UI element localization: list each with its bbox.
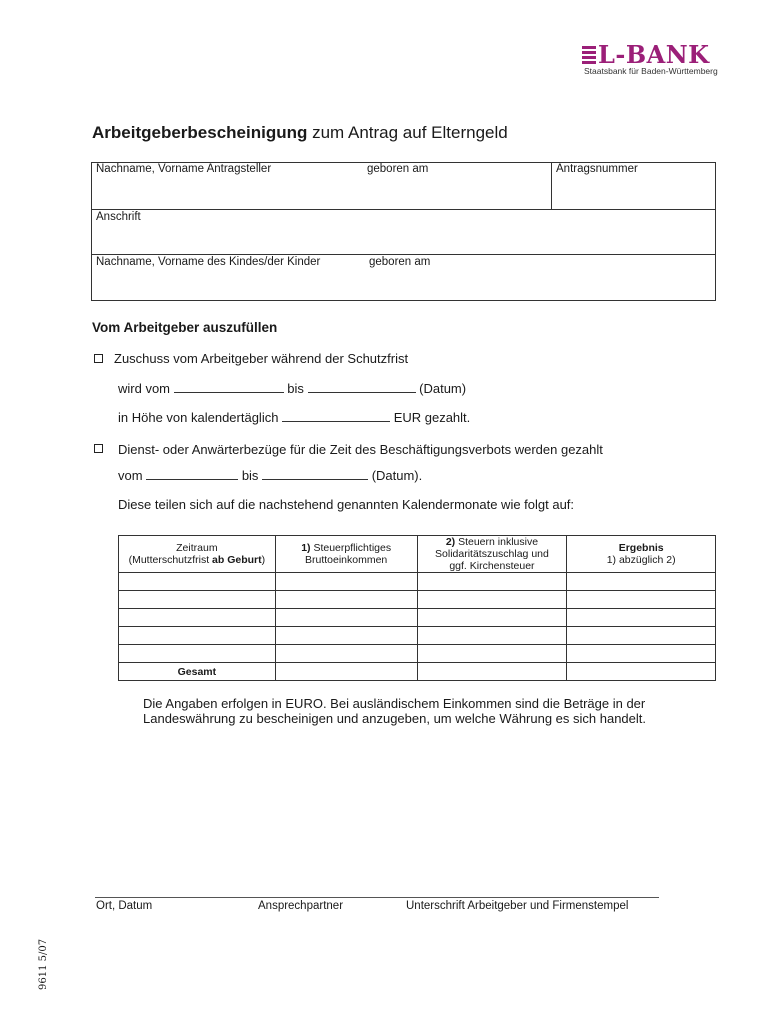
table-cell[interactable]: [567, 573, 716, 591]
currency-note: Die Angaben erfolgen in EURO. Bei ausländischem Einkommen sind die Beträge in der Landeswährung zu bescheinigen und anzugeben, um welche Währung es sich handelt.: [143, 696, 647, 726]
signature-line[interactable]: [95, 897, 659, 898]
salary-label: Dienst- oder Anwärterbezüge für die Zeit des Beschäftigungsverbots werden gezahlt: [118, 442, 603, 457]
applicant-box: [91, 162, 716, 301]
table-total-row: [119, 663, 716, 681]
salary-to-field[interactable]: [262, 468, 368, 480]
table-cell[interactable]: [275, 627, 417, 645]
table-row: [119, 645, 716, 663]
allowance-to-field[interactable]: [308, 381, 416, 393]
signature-label: Unterschrift Arbeitgeber und Firmenstempel: [406, 900, 629, 912]
table-cell[interactable]: [567, 663, 716, 681]
table-header-row: [119, 536, 716, 573]
divider: [551, 162, 552, 209]
table-cell[interactable]: [417, 609, 567, 627]
salary-from-field[interactable]: [146, 468, 238, 480]
salary-period-line: vom bis (Datum).: [118, 468, 423, 483]
lbank-logo-icon: [582, 46, 596, 64]
table-cell[interactable]: [417, 591, 567, 609]
table-cell[interactable]: [417, 573, 567, 591]
place-date-label: Ort, Datum: [96, 900, 153, 912]
table-cell[interactable]: [275, 591, 417, 609]
table-cell[interactable]: [119, 645, 276, 663]
address-label: Anschrift: [96, 211, 141, 223]
table-cell[interactable]: [119, 609, 276, 627]
table-cell[interactable]: [275, 645, 417, 663]
application-number-label: Antragsnummer: [556, 163, 638, 175]
daily-amount-field[interactable]: [282, 410, 390, 422]
header-taxes: 2) Steuern inklusive Solidaritätszuschlag und ggf. Kirchensteuer: [417, 536, 567, 573]
table-cell[interactable]: [567, 645, 716, 663]
applicant-born-label: geboren am: [367, 163, 429, 175]
table-row: [119, 627, 716, 645]
table-cell[interactable]: [275, 663, 417, 681]
contact-label: Ansprechpartner: [258, 900, 344, 912]
divider: [91, 254, 716, 255]
monthly-split-text: Diese teilen sich auf die nachstehend genannten Kalendermonate wie folgt auf:: [118, 497, 575, 512]
children-name-label: Nachname, Vorname des Kindes/der Kinder: [96, 256, 321, 268]
section-title: Vom Arbeitgeber auszufüllen: [92, 320, 278, 335]
applicant-name-label: Nachname, Vorname Antragsteller: [96, 163, 272, 175]
page-title: Arbeitgeberbescheinigung zum Antrag auf Elterngeld: [92, 123, 508, 142]
table-row: [119, 591, 716, 609]
table-cell[interactable]: [567, 627, 716, 645]
table-cell[interactable]: [119, 573, 276, 591]
table-cell[interactable]: [275, 609, 417, 627]
table-cell[interactable]: [567, 591, 716, 609]
table-cell[interactable]: [417, 645, 567, 663]
header-result: Ergebnis 1) abzüglich 2): [567, 536, 716, 573]
table-cell[interactable]: [417, 663, 567, 681]
table-cell[interactable]: [417, 627, 567, 645]
children-born-label: geboren am: [369, 256, 431, 268]
logo-subtitle: Staatsbank für Baden-Württemberg: [584, 66, 718, 76]
header-period: Zeitraum (Mutterschutzfrist ab Geburt): [119, 536, 276, 573]
allowance-label: Zuschuss vom Arbeitgeber während der Schutzfrist: [114, 351, 409, 366]
table-cell[interactable]: [567, 609, 716, 627]
allowance-from-field[interactable]: [174, 381, 284, 393]
form-code: 9611 5/07: [38, 938, 49, 990]
allowance-amount-line: in Höhe von kalendertäglich EUR gezahlt.: [118, 410, 471, 425]
table-cell[interactable]: [275, 573, 417, 591]
table-cell[interactable]: [119, 627, 276, 645]
header-gross-income: 1) Steuerpflichtiges Bruttoeinkommen: [275, 536, 417, 573]
income-table: [118, 535, 716, 681]
divider: [91, 209, 716, 210]
table-cell[interactable]: [119, 591, 276, 609]
allowance-period-line: wird vom bis (Datum): [118, 381, 467, 396]
salary-checkbox[interactable]: [94, 444, 103, 453]
logo-name: L-BANK: [598, 40, 710, 69]
total-label: Gesamt: [119, 663, 276, 681]
table-row: [119, 609, 716, 627]
allowance-checkbox[interactable]: [94, 354, 103, 363]
table-row: [119, 573, 716, 591]
